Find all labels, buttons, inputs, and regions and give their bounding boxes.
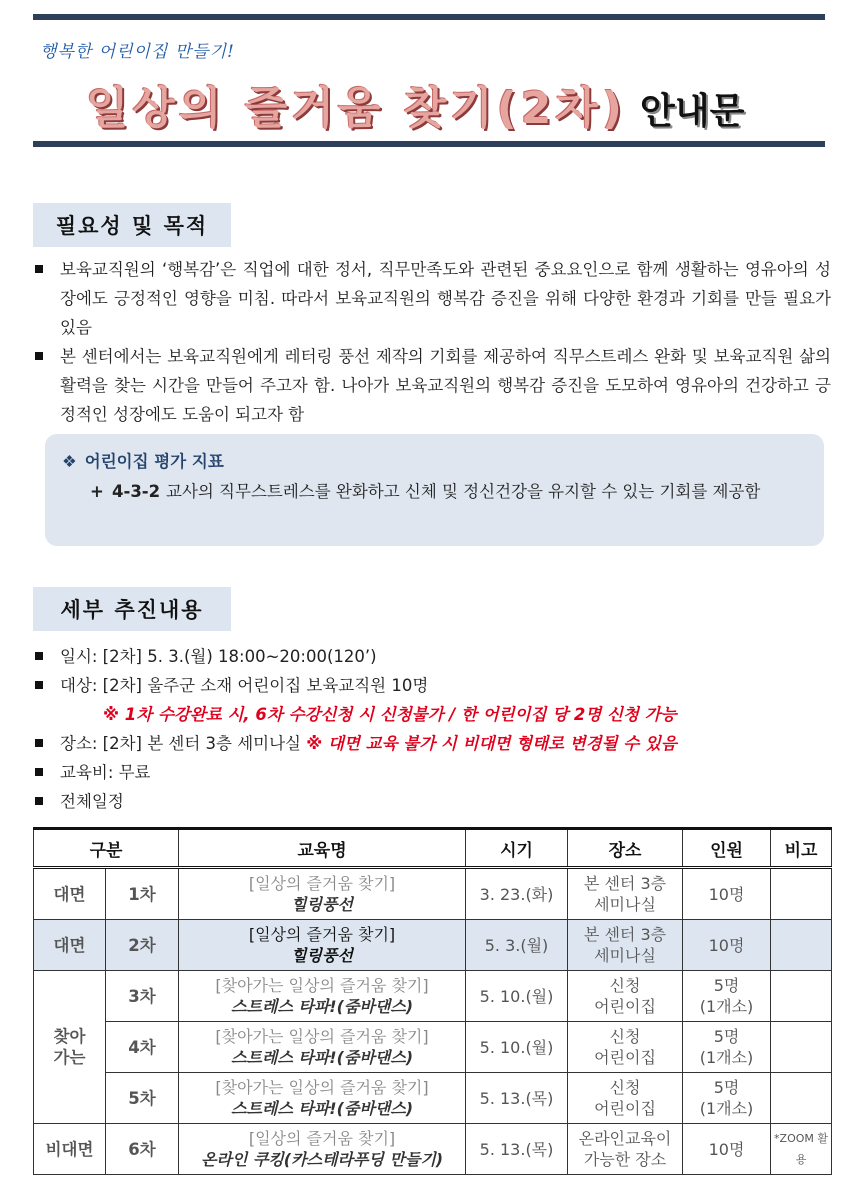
cell-note [771, 920, 832, 971]
diamond-bullet-icon: ❖ [62, 452, 77, 471]
table-header-row [34, 829, 832, 868]
col-header-title: 교육명 [179, 829, 466, 868]
place-line-1: 본 센터 3층 [583, 925, 667, 944]
purpose-bullet-text: 본 센터에서는 보육교직원에게 레터링 풍선 제작의 기회를 제공하여 직무스트레스 완화 및 보육교직원 삶의 활력을 찾는 시간을 만들어 주고자 함. 나아가 보육교직원의 행복감 증진을 도모하여 영유아의 건강하고 긍정적인 성장에도 도움이 되고자 함 [60, 347, 831, 424]
visiting-label-2: 가는 [53, 1048, 86, 1067]
detail-place-note: ※ 대면 교육 불가 시 비대면 형태로 변경될 수 있음 [306, 734, 677, 753]
cell-people [683, 1022, 771, 1073]
class-series: [일상의 즐거움 찾기] [248, 874, 396, 893]
indicator-box [45, 434, 824, 546]
header-subtitle: 행복한 어린이집 만들기! [40, 42, 235, 62]
detail-target-note: ※ 1차 수강완료 시, 6차 수강신청 시 신청불가 / 한 어린이집 당 2명 신청 가능 [103, 705, 677, 724]
section-heading-purpose: 필요성 및 목적 [33, 203, 231, 247]
square-bullet-icon [35, 352, 43, 360]
cell-place [568, 971, 683, 1022]
indicator-title [62, 448, 224, 472]
cell-note [771, 971, 832, 1022]
cell-round: 3차 [106, 971, 179, 1022]
cell-title [179, 971, 466, 1022]
class-series: [일상의 즐거움 찾기] [248, 1129, 396, 1148]
square-bullet-icon [35, 768, 43, 776]
cell-note: *ZOOM 활용 [771, 1124, 832, 1175]
square-bullet-icon [35, 652, 43, 660]
detail-target-text: 대상: [2차] 울주군 소재 어린이집 보육교직원 10명 [60, 676, 429, 695]
table-row [34, 971, 832, 1022]
class-name: 힐링풍선 [291, 895, 353, 914]
people-line-2: (1개소) [699, 1048, 754, 1067]
col-header-note: 비고 [771, 829, 832, 868]
cell-title [179, 868, 466, 920]
col-header-place: 장소 [568, 829, 683, 868]
square-bullet-icon [35, 797, 43, 805]
table-row [34, 1124, 832, 1175]
cell-date: 5. 10.(월) [466, 1022, 568, 1073]
purpose-bullet-text: 보육교직원의 ‘행복감’은 직업에 대한 정서, 직무만족도와 관련된 중요요인으로 함께 생활하는 영유아의 성장에도 긍정적인 영향을 미침. 따라서 보육교직원의 행복감 증진을 위해 다양한 환경과 기회를 만들 필요가 있음 [60, 260, 831, 337]
cell-title [179, 1022, 466, 1073]
place-line-1: 신청 [609, 976, 641, 995]
title-main: 일상의 즐거움 찾기(2차) [86, 83, 627, 134]
header-top-rule [33, 14, 825, 20]
class-series: [찾아가는 일상의 즐거움 찾기] [215, 976, 429, 995]
header-bottom-rule [33, 141, 825, 147]
place-line-2: 어린이집 [594, 1099, 656, 1118]
purpose-bullet-1 [33, 255, 831, 342]
place-line-2: 어린이집 [594, 997, 656, 1016]
detail-date-text: 일시: [2차] 5. 3.(월) 18:00~20:00(120’) [60, 647, 377, 666]
class-series: [찾아가는 일상의 즐거움 찾기] [215, 1027, 429, 1046]
people-line-2: (1개소) [699, 1099, 754, 1118]
title-suffix: 안내문 [640, 91, 745, 132]
cell-people [683, 971, 771, 1022]
place-line-2: 세미나실 [594, 946, 656, 965]
class-name: 스트레스 타파!(줌바댄스) [230, 1099, 414, 1118]
indicator-code: 4-3-2 [112, 482, 161, 501]
cell-round: 2차 [106, 920, 179, 971]
place-line-2: 어린이집 [594, 1048, 656, 1067]
cell-type: 비대면 [34, 1124, 106, 1175]
people-line-1: 5명 [713, 1078, 740, 1097]
square-bullet-icon [35, 681, 43, 689]
cell-type: 대면 [34, 868, 106, 920]
cell-round: 5차 [106, 1073, 179, 1124]
cell-date: 5. 3.(월) [466, 920, 568, 971]
cell-date: 5. 10.(월) [466, 971, 568, 1022]
cell-people [683, 1073, 771, 1124]
cell-place [568, 1073, 683, 1124]
plus-icon: + [90, 482, 104, 501]
cell-place [568, 1022, 683, 1073]
cell-title [179, 920, 466, 971]
place-line-2: 세미나실 [594, 895, 656, 914]
class-series: [일상의 즐거움 찾기] [248, 925, 396, 944]
cell-people: 10명 [683, 920, 771, 971]
place-line-1: 온라인교육이 [578, 1129, 672, 1148]
cell-date: 3. 23.(화) [466, 868, 568, 920]
square-bullet-icon [35, 739, 43, 747]
class-name: 온라인 쿠킹(카스테라푸딩 만들기) [200, 1150, 444, 1169]
place-line-1: 신청 [609, 1078, 641, 1097]
cell-people: 10명 [683, 868, 771, 920]
class-name: 힐링풍선 [291, 946, 353, 965]
class-name: 스트레스 타파!(줌바댄스) [230, 1048, 414, 1067]
page-title [86, 72, 745, 134]
cell-note [771, 1073, 832, 1124]
detail-fee [33, 758, 831, 787]
purpose-bullets [33, 255, 831, 429]
cell-date: 5. 13.(목) [466, 1124, 568, 1175]
schedule-table [33, 827, 832, 1175]
detail-schedule-text: 전체일정 [60, 792, 124, 811]
cell-place [568, 868, 683, 920]
details-list [33, 642, 831, 816]
table-row-current [34, 920, 832, 971]
cell-place [568, 1124, 683, 1175]
col-header-date: 시기 [466, 829, 568, 868]
detail-schedule [33, 787, 831, 816]
place-line-1: 본 센터 3층 [583, 874, 667, 893]
table-row [34, 868, 832, 920]
square-bullet-icon [35, 265, 43, 273]
cell-round: 1차 [106, 868, 179, 920]
indicator-body [90, 478, 820, 506]
detail-fee-text: 교육비: 무료 [60, 763, 151, 782]
table-row [34, 1022, 832, 1073]
place-line-2: 가능한 장소 [583, 1150, 667, 1169]
indicator-title-text: 어린이집 평가 지표 [84, 452, 224, 471]
section-heading-details: 세부 추진내용 [33, 587, 231, 631]
col-header-people: 인원 [683, 829, 771, 868]
cell-note [771, 1022, 832, 1073]
cell-note [771, 868, 832, 920]
people-line-1: 5명 [713, 976, 740, 995]
detail-place [33, 729, 831, 758]
visiting-label-1: 찾아 [53, 1027, 86, 1046]
detail-place-text: 장소: [2차] 본 센터 3층 세미나실 [60, 734, 301, 753]
detail-target [33, 671, 831, 700]
cell-round: 4차 [106, 1022, 179, 1073]
detail-date [33, 642, 831, 671]
col-header-type: 구분 [34, 829, 179, 868]
cell-round: 6차 [106, 1124, 179, 1175]
cell-people: 10명 [683, 1124, 771, 1175]
place-line-1: 신청 [609, 1027, 641, 1046]
cell-type-visiting [34, 971, 106, 1124]
cell-title [179, 1073, 466, 1124]
cell-date: 5. 13.(목) [466, 1073, 568, 1124]
class-name: 스트레스 타파!(줌바댄스) [230, 997, 414, 1016]
cell-title [179, 1124, 466, 1175]
class-series: [찾아가는 일상의 즐거움 찾기] [215, 1078, 429, 1097]
indicator-text: 교사의 직무스트레스를 완화하고 신체 및 정신건강을 유지할 수 있는 기회를 제공함 [166, 482, 761, 501]
people-line-1: 5명 [713, 1027, 740, 1046]
table-row [34, 1073, 832, 1124]
cell-place [568, 920, 683, 971]
purpose-bullet-2 [33, 342, 831, 429]
people-line-2: (1개소) [699, 997, 754, 1016]
cell-type: 대면 [34, 920, 106, 971]
